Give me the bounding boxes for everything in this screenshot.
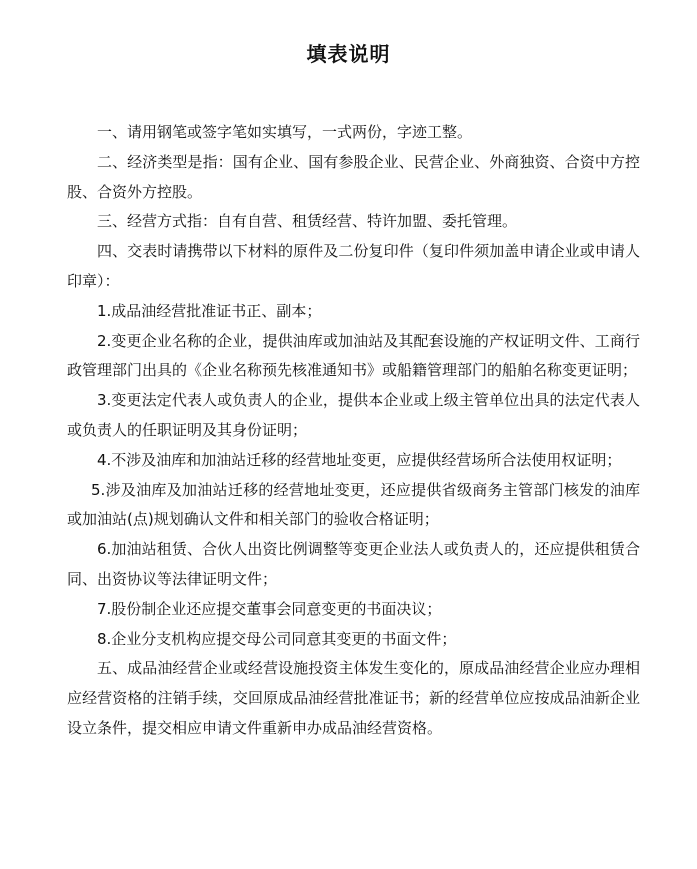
list-item-material-5: 5.涉及油库及加油站迁移的经营地址变更，还应提供省级商务主管部门核发的油库或加油站(点)规划确认文件和相关部门的验收合格证明； xyxy=(67,480,640,529)
list-item-material-1: 1.成品油经营批准证书正、副本； xyxy=(97,301,322,320)
page-title: 填表说明 xyxy=(306,42,391,66)
document-body xyxy=(67,118,640,744)
paragraph-instruction-5: 五、成品油经营企业或经营设施投资主体发生变化的，原成品油经营企业应办理相应经营资格的注销手续，交回原成品油经营批准证书；新的经营单位应按成品油新企业设立条件，提交相应申请文件重新申办成品油经营资格。 xyxy=(67,659,640,737)
list-item-material-2: 2.变更企业名称的企业，提供油库或加油站及其配套设施的产权证明文件、工商行政管理部门出具的《企业名称预先核准通知书》或船籍管理部门的船舶名称变更证明； xyxy=(67,331,640,380)
list-item-material-8: 8.企业分支机构应提交母公司同意其变更的书面文件； xyxy=(97,629,457,648)
list-item-material-6: 6.加油站租赁、合伙人出资比例调整等变更企业法人或负责人的，还应提供租赁合同、出资协议等法律证明文件； xyxy=(67,540,640,588)
paragraph-instruction-1: 一、请用钢笔或签字笔如实填写，一式两份，字迹工整。 xyxy=(97,123,473,141)
list-item-material-7: 7.股份制企业还应提交董事会同意变更的书面决议； xyxy=(97,599,442,618)
paragraph-instruction-2: 二、经济类型是指：国有企业、国有参股企业、民营企业、外商独资、合资中方控股、合资外方控股。 xyxy=(67,152,640,201)
list-item-material-3: 3.变更法定代表人或负责人的企业，提供本企业或上级主管单位出具的法定代表人或负责人的任职证明及其身份证明； xyxy=(67,391,640,439)
paragraph-instruction-3: 三、经营方式指：自有自营、租赁经营、特许加盟、委托管理。 xyxy=(97,212,518,231)
paragraph-instruction-4: 四、交表时请携带以下材料的原件及二份复印件（复印件须加盖申请企业或申请人印章）： xyxy=(67,242,640,290)
list-item-material-4: 4.不涉及油库和加油站迁移的经营地址变更，应提供经营场所合法使用权证明； xyxy=(97,450,622,469)
